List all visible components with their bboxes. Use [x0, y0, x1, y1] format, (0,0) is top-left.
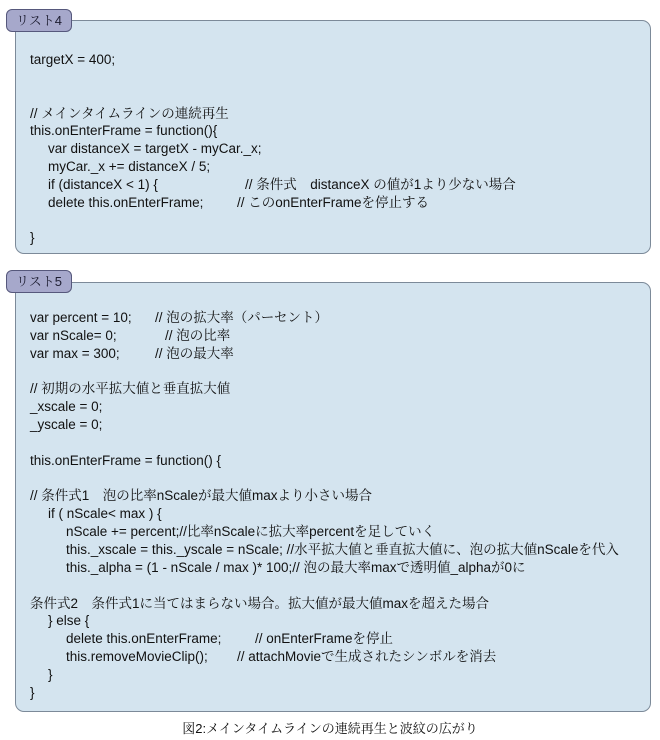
code-line [30, 309, 646, 327]
code-line [30, 194, 646, 212]
inline-comment: // 条件式 distanceX の値が1より少ない場合 [245, 176, 516, 192]
code-text: } [48, 666, 53, 682]
inline-comment: // 泡の拡大率（パーセント） [155, 310, 328, 325]
code-line [30, 229, 646, 247]
code-line [30, 105, 646, 123]
code-line [30, 176, 646, 194]
listing-tab-label: リスト4 [16, 13, 62, 28]
code-listing-5 [0, 262, 660, 716]
code-line [30, 648, 646, 666]
code-text: _xscale = 0; [30, 399, 103, 415]
blank-line [30, 363, 646, 381]
code-line [30, 380, 646, 398]
code-text: // 条件式1 泡の比率nScaleが最大値maxより小さい場合 [30, 488, 373, 504]
code-line [30, 51, 646, 69]
code-box [15, 282, 651, 712]
code-text: _yscale = 0; [30, 417, 103, 433]
code-line [30, 327, 646, 345]
code-line [30, 505, 646, 523]
code-line [30, 452, 646, 470]
code-text: var percent = 10; [30, 310, 132, 325]
code-line [30, 523, 646, 541]
code-line [30, 612, 646, 630]
blank-line [30, 470, 646, 488]
listing-tab [6, 270, 72, 293]
inline-comment: // このonEnterFrameを停止する [237, 194, 430, 210]
code-line [30, 541, 646, 559]
code-text: this._alpha = (1 - nScale / max )* 100;// 泡の最大率maxで透明値_alphaが0に [66, 559, 526, 575]
code-listing-4 [0, 0, 660, 258]
code-line [30, 158, 646, 176]
inline-comment: // 泡の最大率 [155, 345, 234, 361]
code-text: if (distanceX < 1) { [48, 176, 158, 192]
code-text: } [30, 684, 35, 700]
code-line [30, 630, 646, 648]
code-line [30, 559, 646, 577]
code-text: 条件式2 条件式1に当てはまらない場合。拡大値が最大値maxを超えた場合 [30, 595, 490, 611]
code-line [30, 666, 646, 684]
code-line [30, 684, 646, 702]
code-text: targetX = 400; [30, 52, 116, 67]
inline-comment: // onEnterFrameを停止 [255, 631, 394, 647]
code-text: var nScale= 0; [30, 327, 117, 343]
code-line [30, 595, 646, 613]
blank-line [30, 87, 646, 105]
blank-line [30, 577, 646, 595]
code-text: // メインタイムラインの連続再生 [30, 105, 229, 121]
code-line [30, 122, 646, 140]
code-text: if ( nScale< max ) { [48, 506, 162, 522]
code-line [30, 487, 646, 505]
code-block [30, 309, 646, 702]
code-text: nScale += percent;//比率nScaleに拡大率percentを足していく [66, 524, 436, 540]
code-text: this._xscale = this._yscale = nScale; //水平拡大値と垂直拡大値に、泡の拡大値nScaleを代入 [66, 541, 619, 557]
code-text: delete this.onEnterFrame; [48, 194, 204, 210]
blank-line [30, 69, 646, 87]
figure-caption: 図2:メインタイムラインの連続再生と波紋の広がり [182, 721, 478, 736]
code-box [15, 20, 651, 254]
code-text: } [30, 230, 35, 246]
blank-line [30, 212, 646, 230]
code-text: this.onEnterFrame = function() { [30, 452, 221, 468]
code-text: // 初期の水平拡大値と垂直拡大値 [30, 381, 231, 397]
blank-line [30, 434, 646, 452]
listing-tab [6, 9, 72, 32]
listing-tab-label: リスト5 [16, 274, 62, 289]
code-text: delete this.onEnterFrame; [66, 631, 222, 647]
code-line [30, 345, 646, 363]
code-text: } else { [48, 613, 90, 629]
code-line [30, 398, 646, 416]
code-line [30, 416, 646, 434]
code-block [30, 51, 646, 247]
inline-comment: // attachMovieで生成されたシンボルを消去 [237, 649, 497, 665]
inline-comment: // 泡の比率 [165, 327, 231, 343]
code-text: myCar._x += distanceX / 5; [48, 159, 211, 175]
code-line [30, 140, 646, 158]
code-text: this.onEnterFrame = function(){ [30, 123, 218, 139]
code-text: var max = 300; [30, 345, 120, 361]
code-text: var distanceX = targetX - myCar._x; [48, 141, 262, 157]
code-text: this.removeMovieClip(); [66, 649, 208, 665]
